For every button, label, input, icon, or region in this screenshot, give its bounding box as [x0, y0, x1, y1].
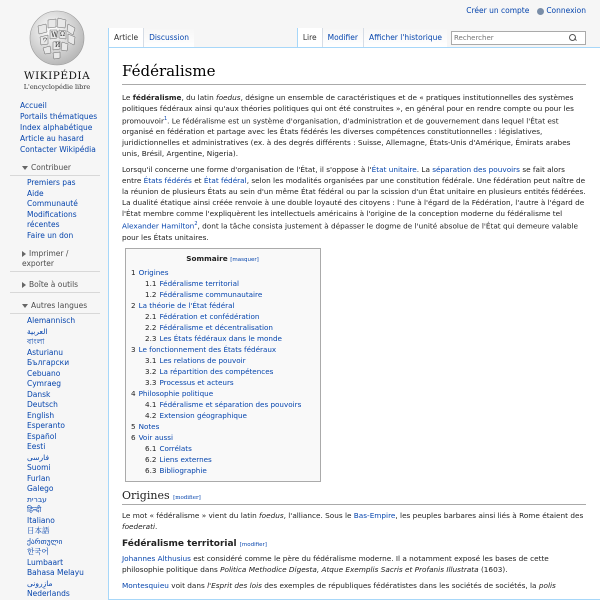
language-link[interactable]: Español: [27, 431, 57, 441]
user-icon: [537, 8, 544, 15]
search-box[interactable]: [451, 31, 586, 45]
toc-item[interactable]: [131, 300, 314, 311]
language-link[interactable]: فارسی: [27, 452, 50, 462]
toc-number: 6.1: [145, 443, 157, 453]
language-link[interactable]: Lumbaart: [27, 557, 64, 567]
sidebar-item-communaute[interactable]: Communauté: [27, 199, 78, 208]
portlet-languages: [0, 301, 108, 600]
portlet-print-title: Imprimer / exporter: [22, 249, 69, 268]
toc-link[interactable]: Fédéralisme territorial: [159, 278, 239, 288]
link-etat-unitaire[interactable]: État unitaire: [371, 165, 417, 175]
tab-discussion[interactable]: Discussion: [143, 28, 194, 47]
link-montesquieu[interactable]: Montesquieu: [122, 580, 169, 590]
toc-number: 2.2: [145, 322, 157, 332]
portlet-languages-header[interactable]: [10, 301, 100, 314]
toc-number: 1.2: [145, 289, 157, 299]
language-link[interactable]: Furlan: [27, 473, 51, 483]
portlet-languages-title: Autres langues: [31, 301, 88, 310]
search-icon[interactable]: [569, 34, 577, 42]
portlet-contribute: [0, 163, 108, 241]
language-link[interactable]: Italiano: [27, 515, 55, 525]
toc-item[interactable]: [131, 355, 314, 366]
toc-list: [131, 267, 314, 476]
toc-item[interactable]: [131, 465, 314, 476]
svg-text:Ω: Ω: [60, 31, 65, 38]
tab-article[interactable]: Article: [108, 28, 143, 47]
expand-arrow-icon: [22, 304, 28, 308]
link-etat-federal[interactable]: État fédéral: [203, 176, 247, 186]
toc-number: 3: [131, 344, 136, 354]
tab-history[interactable]: Afficher l'historique: [363, 28, 447, 47]
toc-item[interactable]: [131, 388, 314, 399]
namespace-tabs: [108, 28, 194, 47]
section-heading-origines: Origines [modifier]: [122, 489, 586, 505]
toc-link[interactable]: Voir aussi: [138, 432, 174, 442]
sidebar-item-accueil[interactable]: Accueil: [20, 101, 47, 110]
main-content: [108, 47, 600, 600]
create-account-link[interactable]: Créer un compte: [466, 6, 530, 15]
sidebar-item-aide[interactable]: Aide: [27, 188, 44, 198]
toc-item[interactable]: [131, 267, 314, 278]
language-link[interactable]: Cymraeg: [27, 379, 62, 388]
toc-number: 3.1: [145, 355, 157, 365]
tab-read[interactable]: Lire: [297, 28, 322, 47]
sidebar-item-modifications[interactable]: Modifications récentes: [27, 209, 77, 229]
toc-title: Sommaire [masquer]: [186, 253, 259, 263]
territorial-paragraph-1: Johannes Althusius est considéré comme le père du fédéralisme moderne. Il a notamment exposé les bases de cette philosophie politique dans Politica Methodice Digesta, Atque Exemplis Sacris et Profanis Illustrata (1603).: [122, 553, 549, 574]
language-link[interactable]: עברית: [27, 494, 47, 504]
expand-arrow-icon: [22, 166, 28, 170]
language-link[interactable]: Eesti: [27, 442, 46, 451]
toc-number: 1.1: [145, 278, 157, 288]
sidebar-item-hasard[interactable]: Article au hasard: [20, 134, 84, 143]
toc-link[interactable]: Bibliographie: [159, 465, 207, 475]
wikipedia-logo[interactable]: [14, 6, 100, 94]
portlet-print: [0, 249, 108, 272]
toc-item[interactable]: [131, 366, 314, 377]
origines-paragraph: Le mot « fédéralisme » vient du latin foedus, l'alliance. Sous le Bas-Empire, les peuples barbares ainsi liés à Rome étaient des foederati.: [122, 510, 584, 531]
language-link[interactable]: Asturianu: [27, 347, 64, 357]
portlet-print-header[interactable]: [10, 249, 100, 272]
sidebar-item-don[interactable]: Faire un don: [27, 230, 74, 240]
portlet-tools: [0, 280, 108, 293]
login-label[interactable]: Connexion: [546, 6, 586, 15]
toc-number: 1: [131, 267, 136, 277]
toc-link[interactable]: Processus et acteurs: [159, 377, 234, 387]
toc-number: 3.3: [145, 377, 157, 387]
portlet-contribute-body: [0, 176, 108, 241]
search-input[interactable]: [454, 34, 569, 42]
toc-link[interactable]: Liens externes: [159, 454, 212, 464]
personal-tools: [466, 6, 586, 15]
page-title: Fédéralisme: [122, 62, 586, 85]
language-link[interactable]: ქართული: [27, 536, 63, 546]
toc-number: 5: [131, 421, 136, 431]
toc-link[interactable]: Fédéralisme et séparation des pouvoirs: [159, 399, 302, 409]
link-alexander-hamilton[interactable]: Alexander Hamilton: [122, 221, 195, 231]
toc-item[interactable]: [131, 410, 314, 421]
logo-wordmark: WIKIPÉDIA: [23, 70, 91, 82]
section-heading-territorial: Fédéralisme territorial [modifier]: [122, 538, 267, 549]
toc-number: 3.2: [145, 366, 157, 376]
toc-link[interactable]: Les relations de pouvoir: [159, 355, 246, 365]
toc-item[interactable]: [131, 377, 314, 388]
language-link[interactable]: مازِرونی: [27, 578, 53, 588]
portlet-tools-title: Boîte à outils: [29, 280, 79, 289]
language-link[interactable]: Български: [27, 358, 70, 367]
portlet-contribute-header[interactable]: [10, 163, 100, 176]
language-link[interactable]: 日本語: [27, 526, 50, 535]
toc-link[interactable]: Fédération et confédération: [159, 311, 260, 321]
collapsed-arrow-icon: [22, 282, 26, 288]
language-link[interactable]: Alemannisch: [27, 316, 76, 325]
tab-edit[interactable]: Modifier: [322, 28, 363, 47]
language-link[interactable]: Galego: [27, 484, 54, 493]
sidebar-item-portails[interactable]: Portails thématiques: [20, 112, 98, 121]
toc-link[interactable]: Corrélats: [159, 443, 192, 453]
language-link[interactable]: 한국어: [27, 547, 49, 556]
toc-item[interactable]: [131, 443, 314, 454]
toc-link[interactable]: Philosophie politique: [138, 388, 214, 398]
language-link[interactable]: Suomi: [27, 463, 51, 472]
toc-item[interactable]: [131, 278, 314, 289]
edit-section-button[interactable]: [modifier]: [239, 541, 267, 548]
link-bas-empire[interactable]: Bas-Empire: [353, 510, 396, 520]
language-link[interactable]: العربية: [27, 326, 48, 336]
sidebar-item-premiers-pas[interactable]: Premiers pas: [27, 178, 76, 187]
language-list: [0, 314, 108, 600]
link-etats-federes[interactable]: États fédérés: [143, 176, 192, 186]
toc-number: 6: [131, 432, 136, 442]
toc-number: 6.3: [145, 465, 157, 475]
sidebar-navigation: [0, 100, 108, 155]
toc-item[interactable]: [131, 421, 314, 432]
toc-number: 2.1: [145, 311, 157, 321]
svg-text:И: И: [55, 42, 61, 49]
intro-paragraph-1: Le fédéralisme, du latin foedus, désigne un ensemble de caractéristiques et de « pratiques institutionnelles des systèmes politiques fédéraux ainsi qu'aux théories politiques qui ont été construites », en général pour en rendre compte ou pour les promouvoir$^1$. Le fédéralisme est un système d'organisation, d'administration et de gouvernement dans lequel l'État est organisé en fédération et partage avec les États fédérés les diverses compétences constitutionnelles : législatives, juridictionnelles et administratives (ex. à des degrés différents : Suisse, Allemagne, États-Unis d'Amérique, Émirats arabes unis, Brésil, Argentine, Nigeria).: [122, 93, 574, 159]
toc-number: 4: [131, 388, 136, 398]
portlet-contribute-title: Contribuer: [31, 163, 71, 172]
toc-item[interactable]: [131, 344, 314, 355]
toc-link[interactable]: Origines: [138, 267, 169, 277]
toc-link[interactable]: La théorie de l'État fédéral: [138, 300, 235, 310]
toc-number: 2.3: [145, 333, 157, 343]
toc-link[interactable]: Fédéralisme communautaire: [159, 289, 263, 299]
toc-item[interactable]: [131, 311, 314, 322]
toc-link[interactable]: Notes: [138, 421, 160, 431]
language-link[interactable]: Nederlands: [27, 589, 70, 598]
language-link[interactable]: Deutsch: [27, 400, 58, 409]
view-tabs: [297, 28, 586, 47]
reference-1[interactable]: 1: [163, 116, 168, 122]
language-link[interactable]: Cebuano: [27, 368, 61, 378]
reference-2[interactable]: 2: [194, 221, 198, 228]
toc-item[interactable]: [131, 432, 314, 443]
language-link[interactable]: Bahasa Melayu: [27, 568, 84, 577]
svg-text:ウ: ウ: [42, 37, 49, 44]
toc-hide-button[interactable]: [masquer]: [230, 256, 259, 263]
intro-paragraph-2: Lorsqu'il concerne une forme d'organisation de l'État, il s'oppose à l'État unitaire. La séparation des pouvoirs se fait alors entre États fédérés et État fédéral, selon les modalités organisées par une constitution fédérale. Une fédération peut naître de la réunion de plusieurs États au sein d'un même État fédéral ou par la scission d'un État unitaire en plusieurs entités fédérées. La dualité étatique ainsi créée renvoie à une double loyauté des citoyens : l'une à l'égard de la Fédération, l'autre à l'égard de l'État membre comme l'expliquèrent les intellectuels américains à l'origine de la conception moderne du fédéralisme tel Alexander Hamilton$^2$, dont la tâche consista justement à dépasser le dogme de l'unité absolue de l'État qui demeure valable pour les États unitaires.: [122, 165, 586, 242]
toc-link[interactable]: Le fonctionnement des États fédéraux: [138, 344, 277, 354]
edit-section-button[interactable]: [modifier]: [173, 494, 201, 501]
toc-link[interactable]: La répartition des compétences: [159, 366, 274, 376]
collapsed-arrow-icon: [22, 251, 26, 257]
sidebar-item-contact[interactable]: Contacter Wikipédia: [20, 145, 96, 154]
toc-number: 4.2: [145, 410, 157, 420]
portlet-tools-header[interactable]: [10, 280, 100, 293]
toc-number: 4.1: [145, 399, 157, 409]
toc-link[interactable]: Les États fédéraux dans le monde: [159, 333, 282, 343]
logo-tagline: L'encyclopédie libre: [23, 83, 91, 91]
toc-link[interactable]: Fédéralisme et décentralisation: [159, 322, 273, 332]
svg-text:W: W: [51, 31, 59, 39]
toc-item[interactable]: [131, 289, 314, 300]
toc-item[interactable]: [131, 333, 314, 344]
sidebar-item-index[interactable]: Index alphabétique: [20, 123, 93, 132]
link-separation-pouvoirs[interactable]: séparation des pouvoirs: [432, 165, 520, 175]
login-link[interactable]: [537, 6, 586, 15]
territorial-paragraph-2: Montesquieu voit dans l'Esprit des lois des exemples de républiques fédératistes dans les sociétés de sociétés, la polis: [122, 580, 556, 590]
toc-item[interactable]: [131, 322, 314, 333]
sidebar: [0, 100, 108, 600]
toc-number: 2: [131, 300, 136, 310]
language-link[interactable]: English: [27, 410, 55, 420]
toc-link[interactable]: Extension géographique: [159, 410, 247, 420]
toc-item[interactable]: [131, 399, 314, 410]
toc-number: 6.2: [145, 454, 157, 464]
toc-item[interactable]: [131, 454, 314, 465]
language-link[interactable]: Esperanto: [27, 421, 65, 430]
language-link[interactable]: বাংলা: [27, 337, 45, 346]
link-althusius[interactable]: Johannes Althusius: [122, 553, 191, 563]
language-link[interactable]: Dansk: [27, 389, 51, 399]
language-link[interactable]: हिन्दी: [27, 505, 42, 514]
table-of-contents: [125, 248, 321, 482]
globe-icon: [26, 6, 88, 68]
